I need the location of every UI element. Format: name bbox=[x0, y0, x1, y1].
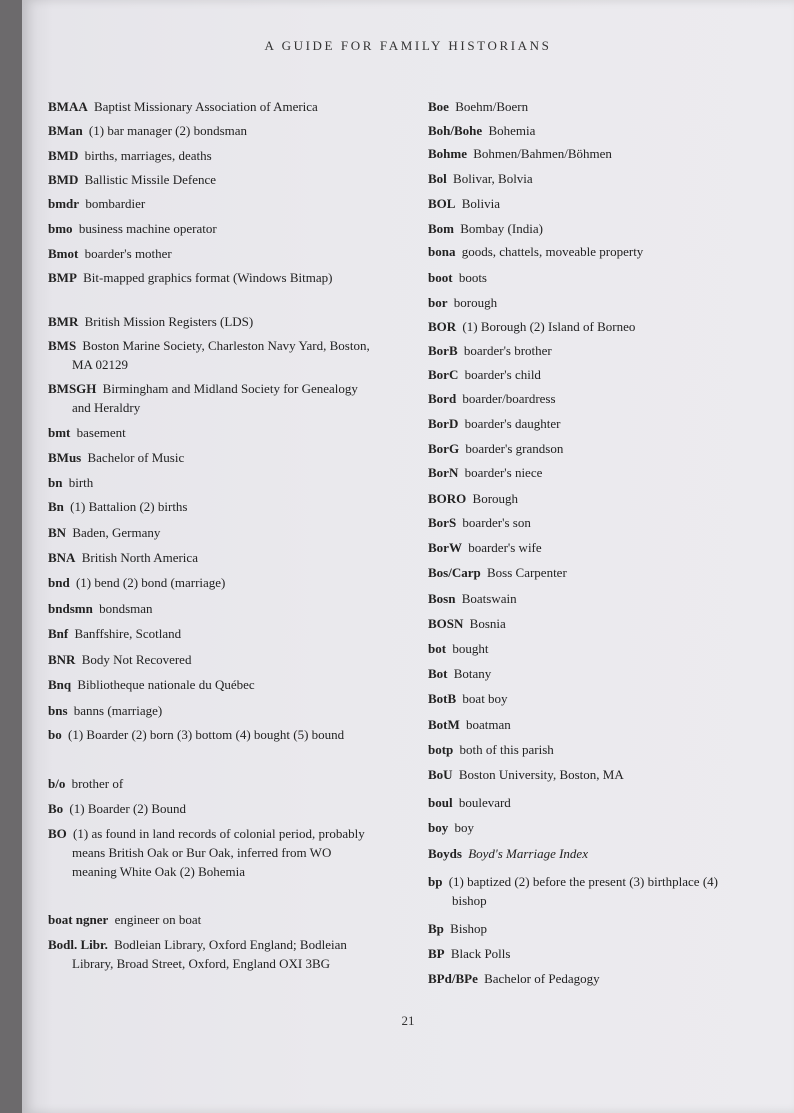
glossary-entry bbox=[428, 614, 752, 633]
glossary-entry bbox=[428, 664, 752, 683]
entry-term: Bmot bbox=[48, 246, 79, 261]
entry-definition: (1) Battalion (2) births bbox=[70, 499, 188, 514]
entry-term: Bom bbox=[428, 221, 454, 236]
glossary-entry bbox=[48, 599, 372, 618]
entry-definition: Boston University, Boston, MA bbox=[458, 767, 624, 782]
entry-definition: Boehm/Boern bbox=[455, 99, 529, 114]
entry-term: BOSN bbox=[428, 616, 464, 631]
entry-definition: boarder's grandson bbox=[465, 441, 564, 456]
entry-term: BMP bbox=[48, 270, 77, 285]
glossary-entry bbox=[48, 497, 372, 516]
glossary-entry bbox=[428, 969, 752, 988]
entry-definition: basement bbox=[76, 425, 126, 440]
entry-definition: bought bbox=[452, 641, 489, 656]
entry-term: boat ngner bbox=[48, 912, 109, 927]
entry-term: bmt bbox=[48, 425, 71, 440]
glossary-entry bbox=[428, 793, 752, 812]
entry-definition: Bosnia bbox=[469, 616, 506, 631]
entry-definition: goods, chattels, moveable property bbox=[461, 244, 644, 259]
glossary-entry bbox=[428, 689, 752, 708]
entry-definition: Boston Marine Society, Charleston Navy Yard, Boston, MA 02129 bbox=[72, 338, 370, 372]
glossary-entry bbox=[48, 146, 372, 165]
glossary-entry bbox=[48, 244, 372, 263]
glossary-entry bbox=[428, 121, 752, 140]
entry-term: BNR bbox=[48, 652, 76, 667]
glossary-entry bbox=[428, 97, 752, 116]
glossary-entry bbox=[48, 97, 372, 116]
entry-term: boot bbox=[428, 270, 453, 285]
entry-definition: (1) bend (2) bond (marriage) bbox=[75, 575, 226, 590]
glossary-entry bbox=[428, 414, 752, 433]
entry-term: bndsmn bbox=[48, 601, 93, 616]
book-page bbox=[22, 0, 794, 1113]
entry-definition: boarder's child bbox=[464, 367, 541, 382]
glossary-entry bbox=[428, 317, 752, 336]
entry-term: Bos/Carp bbox=[428, 565, 481, 580]
glossary-entry bbox=[428, 268, 752, 287]
glossary-entry bbox=[48, 725, 372, 744]
glossary-entry bbox=[48, 548, 372, 567]
entry-definition: Bolivia bbox=[461, 196, 500, 211]
entry-definition: (1) as found in land records of colonial period, probably means British Oak or Bur Oak, inferred from WO meaning White Oak (2) Bohemia bbox=[72, 826, 365, 879]
entry-term: BotM bbox=[428, 717, 460, 732]
entry-definition: birth bbox=[68, 475, 94, 490]
glossary-entry bbox=[428, 439, 752, 458]
entry-definition: (1) bar manager (2) bondsman bbox=[88, 123, 248, 138]
entry-definition: Bodleian Library, Oxford England; Bodleian Library, Broad Street, Oxford, England OXI 3BG bbox=[72, 937, 347, 971]
entry-term: Bnf bbox=[48, 626, 69, 641]
glossary-entry bbox=[428, 293, 752, 312]
entry-term: Bosn bbox=[428, 591, 456, 606]
entry-definition: boarder's son bbox=[462, 515, 531, 530]
entry-term: BoU bbox=[428, 767, 453, 782]
entry-definition: Bachelor of Pedagogy bbox=[484, 971, 600, 986]
entry-term: BMD bbox=[48, 148, 79, 163]
glossary-entry bbox=[428, 463, 752, 482]
entry-definition: boarder/boardress bbox=[462, 391, 556, 406]
glossary-entry bbox=[428, 818, 752, 837]
entry-term: BorG bbox=[428, 441, 460, 456]
glossary-entry bbox=[428, 242, 752, 261]
entry-definition: boat boy bbox=[462, 691, 508, 706]
entry-term: Bo bbox=[48, 801, 64, 816]
entry-definition: boots bbox=[458, 270, 487, 285]
entry-definition: boarder's niece bbox=[464, 465, 543, 480]
entry-term: BorD bbox=[428, 416, 459, 431]
entry-term: BORO bbox=[428, 491, 467, 506]
glossary-entry bbox=[48, 121, 372, 140]
glossary-entry bbox=[428, 740, 752, 759]
glossary-entry bbox=[48, 573, 372, 592]
entry-definition: banns (marriage) bbox=[73, 703, 163, 718]
entry-definition: Boyd's Marriage Index bbox=[468, 846, 588, 861]
entry-definition: Ballistic Missile Defence bbox=[84, 172, 217, 187]
entry-term: Bp bbox=[428, 921, 444, 936]
entry-term: b/o bbox=[48, 776, 66, 791]
glossary-entry bbox=[428, 844, 752, 863]
entry-term: bmdr bbox=[48, 196, 80, 211]
entry-definition: bondsman bbox=[99, 601, 153, 616]
page-number: 21 bbox=[401, 1013, 415, 1028]
running-header: A GUIDE FOR FAMILY HISTORIANS bbox=[264, 38, 552, 53]
glossary-entry bbox=[48, 423, 372, 442]
glossary-entry bbox=[48, 824, 372, 881]
entry-term: BMAA bbox=[48, 99, 88, 114]
glossary-entry bbox=[48, 675, 372, 694]
entry-definition: Bolivar, Bolvia bbox=[453, 171, 533, 186]
entry-definition: Boss Carpenter bbox=[486, 565, 567, 580]
entry-definition: boatman bbox=[466, 717, 511, 732]
glossary-entry bbox=[428, 563, 752, 582]
glossary-entry bbox=[48, 774, 372, 793]
glossary-entry bbox=[428, 219, 752, 238]
glossary-entry bbox=[48, 336, 372, 374]
entry-term: BPd/BPe bbox=[428, 971, 478, 986]
entry-definition: Bishop bbox=[450, 921, 487, 936]
entry-definition: borough bbox=[453, 295, 498, 310]
glossary-entry bbox=[428, 715, 752, 734]
entry-term: bot bbox=[428, 641, 447, 656]
entry-definition: boulevard bbox=[458, 795, 511, 810]
glossary-entry bbox=[428, 341, 752, 360]
entry-term: bnd bbox=[48, 575, 70, 590]
entry-term: Bodl. Libr. bbox=[48, 937, 108, 952]
entry-term: Bn bbox=[48, 499, 64, 514]
entry-definition: (1) Boarder (2) born (3) bottom (4) bought (5) bound bbox=[67, 727, 345, 742]
entry-term: Bord bbox=[428, 391, 457, 406]
entry-term: botp bbox=[428, 742, 454, 757]
entry-term: BorS bbox=[428, 515, 457, 530]
glossary-entry bbox=[48, 379, 372, 417]
entry-definition: both of this parish bbox=[459, 742, 554, 757]
glossary-entry bbox=[428, 765, 752, 784]
entry-term: BMus bbox=[48, 450, 82, 465]
entry-definition: Botany bbox=[453, 666, 492, 681]
entry-term: BMan bbox=[48, 123, 83, 138]
entry-definition: Boatswain bbox=[461, 591, 517, 606]
entry-definition: (1) Borough (2) Island of Borneo bbox=[462, 319, 636, 334]
entry-term: Bohme bbox=[428, 146, 467, 161]
entry-definition: (1) baptized (2) before the present (3) birthplace (4) bishop bbox=[448, 874, 718, 908]
entry-term: BorW bbox=[428, 540, 462, 555]
entry-term: bmo bbox=[48, 221, 73, 236]
entry-definition: Baptist Missionary Association of America bbox=[93, 99, 318, 114]
entry-term: bp bbox=[428, 874, 443, 889]
entry-definition: Birmingham and Midland Society for Genealogy and Heraldry bbox=[72, 381, 358, 415]
entry-term: Boe bbox=[428, 99, 449, 114]
glossary-entry bbox=[48, 910, 372, 929]
glossary-entry bbox=[428, 489, 752, 508]
entry-definition: British Mission Registers (LDS) bbox=[84, 314, 254, 329]
entry-term: Bot bbox=[428, 666, 448, 681]
glossary-entry bbox=[428, 919, 752, 938]
entry-definition: Borough bbox=[472, 491, 519, 506]
entry-definition: Bibliotheque nationale du Québec bbox=[77, 677, 255, 692]
entry-definition: British North America bbox=[81, 550, 198, 565]
entry-definition: Baden, Germany bbox=[72, 525, 161, 540]
glossary-entry bbox=[428, 872, 752, 910]
entry-definition: boarder's daughter bbox=[464, 416, 561, 431]
entry-term: bona bbox=[428, 244, 456, 259]
entry-definition: Body Not Recovered bbox=[81, 652, 192, 667]
glossary-entry bbox=[48, 473, 372, 492]
entry-definition: business machine operator bbox=[78, 221, 217, 236]
entry-definition: bombardier bbox=[85, 196, 146, 211]
glossary-entry bbox=[428, 144, 752, 163]
glossary-entry bbox=[428, 389, 752, 408]
entry-term: bn bbox=[48, 475, 63, 490]
entry-definition: boy bbox=[454, 820, 474, 835]
glossary-entry bbox=[48, 523, 372, 542]
entry-definition: brother of bbox=[71, 776, 124, 791]
entry-term: bor bbox=[428, 295, 448, 310]
glossary-entry bbox=[48, 935, 372, 973]
entry-term: BO bbox=[48, 826, 67, 841]
glossary-entry bbox=[428, 589, 752, 608]
entry-definition: boarder's brother bbox=[463, 343, 552, 358]
entry-term: BorC bbox=[428, 367, 459, 382]
entry-term: BorN bbox=[428, 465, 459, 480]
glossary-entry bbox=[48, 219, 372, 238]
entry-term: BMS bbox=[48, 338, 77, 353]
glossary-entry bbox=[428, 365, 752, 384]
glossary-entry bbox=[428, 944, 752, 963]
entry-term: BOR bbox=[428, 319, 457, 334]
entry-definition: (1) Boarder (2) Bound bbox=[69, 801, 187, 816]
glossary-entry bbox=[48, 650, 372, 669]
entry-term: BorB bbox=[428, 343, 458, 358]
entry-term: boy bbox=[428, 820, 449, 835]
entry-term: BP bbox=[428, 946, 445, 961]
glossary-entry bbox=[48, 312, 372, 331]
entry-term: BMSGH bbox=[48, 381, 97, 396]
glossary-entry bbox=[48, 268, 372, 287]
entry-term: BotB bbox=[428, 691, 457, 706]
entry-term: Bnq bbox=[48, 677, 72, 692]
entry-definition: boarder's mother bbox=[84, 246, 172, 261]
entry-term: boul bbox=[428, 795, 453, 810]
entry-term: BNA bbox=[48, 550, 76, 565]
entry-term: BMR bbox=[48, 314, 79, 329]
entry-definition: Bombay (India) bbox=[460, 221, 543, 236]
entry-definition: Bohemia bbox=[488, 123, 536, 138]
entry-term: bo bbox=[48, 727, 62, 742]
glossary-entry bbox=[48, 624, 372, 643]
entry-definition: engineer on boat bbox=[114, 912, 202, 927]
entry-definition: Bit-mapped graphics format (Windows Bitmap) bbox=[83, 270, 333, 285]
entry-definition: Bachelor of Music bbox=[87, 450, 185, 465]
entry-term: Bol bbox=[428, 171, 447, 186]
entry-term: BMD bbox=[48, 172, 79, 187]
glossary-entry bbox=[48, 701, 372, 720]
glossary-entry bbox=[428, 538, 752, 557]
glossary-entry bbox=[48, 194, 372, 213]
glossary-entry bbox=[48, 448, 372, 467]
glossary-entry bbox=[428, 639, 752, 658]
entry-definition: Bohmen/Bahmen/Böhmen bbox=[473, 146, 612, 161]
entry-definition: boarder's wife bbox=[468, 540, 542, 555]
entry-term: BOL bbox=[428, 196, 456, 211]
entry-term: Boyds bbox=[428, 846, 462, 861]
glossary-entry bbox=[428, 513, 752, 532]
entry-definition: Banffshire, Scotland bbox=[74, 626, 182, 641]
glossary-entry bbox=[428, 194, 752, 213]
entry-term: Boh/Bohe bbox=[428, 123, 483, 138]
glossary-entry bbox=[48, 799, 372, 818]
glossary-entry bbox=[48, 170, 372, 189]
entry-definition: Black Polls bbox=[450, 946, 511, 961]
glossary-entry bbox=[428, 169, 752, 188]
entry-definition: births, marriages, deaths bbox=[84, 148, 212, 163]
entry-term: bns bbox=[48, 703, 68, 718]
entry-term: BN bbox=[48, 525, 67, 540]
